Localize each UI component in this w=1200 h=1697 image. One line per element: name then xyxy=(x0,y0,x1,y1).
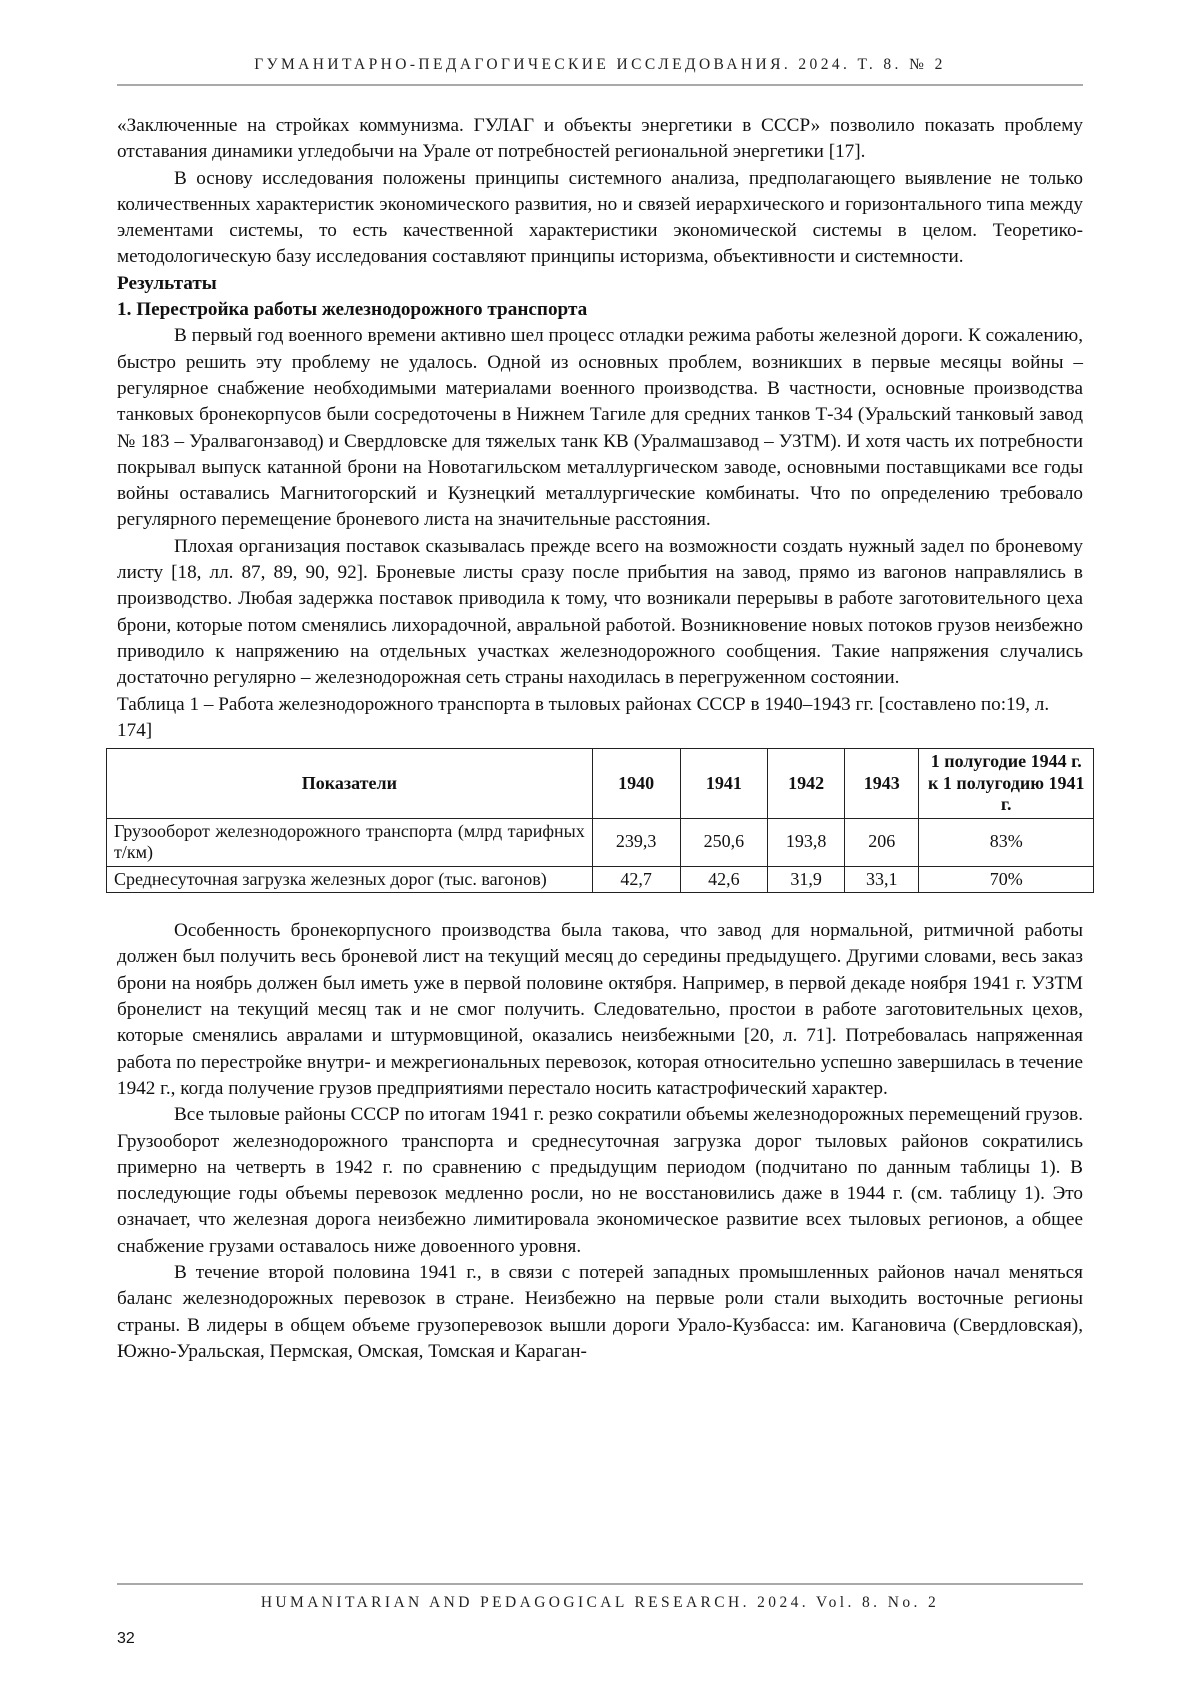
table-row xyxy=(107,818,1094,866)
table-caption: Таблица 1 – Работа железнодорожного транспорта в тыловых районах СССР в 1940–1943 гг. [составлено по:19, л. 174] xyxy=(117,692,1083,745)
table-row xyxy=(107,866,1094,893)
column-header: 1943 xyxy=(845,749,919,819)
column-header: 1 полугодие 1944 г. к 1 полугодию 1941 г. xyxy=(919,749,1094,819)
article-body xyxy=(117,113,1083,1365)
header-rule xyxy=(117,84,1083,86)
column-header: 1940 xyxy=(592,749,680,819)
row-label: Грузооборот железнодорожного транспорта (млрд тарифных т/км) xyxy=(107,818,593,866)
paragraph: Плохая организация поставок сказывалась прежде всего на возможности создать нужный задел по броневому листу [18, лл. 87, 89, 90, 92]. Броневые листы сразу после прибытия на завод, прямо из вагонов направлялись в производство. Любая задержка поставок приводила к тому, что возникали перерывы в работе заготовительного цеха брони, которые потом сменялись лихорадочной, авральной работой. Возникновение новых потоков грузов неизбежно приводило к напряжению на отдельных участках железнодорожного сообщения. Такие напряжения случались достаточно регулярно – железнодорожная сеть страны находилась в перегруженном состоянии. xyxy=(117,534,1083,692)
data-table xyxy=(106,748,1094,893)
running-footer: HUMANITARIAN AND PEDAGOGICAL RESEARCH. 2024. Vol. 8. No. 2 xyxy=(117,1594,1083,1612)
paragraph: Особенность бронекорпусного производства была такова, что завод для нормальной, ритмичной работы должен был получить весь броневой лист на текущий месяц до середины предыдущего. Другими словами, весь заказ брони на ноябрь должен был иметь уже в первой половине октября. Например, в первой декаде ноября 1941 г. УЗТМ бронелист на текущий месяц так и не смог получить. Следовательно, простои в работе заготовительных цехов, которые сменялись авралами и штурмовщиной, оказались неизбежными [20, л. 71]. Потребовалась напряженная работа по перестройке внутри- и межрегиональных перевозок, которая относительно успешно завершилась в течение 1942 г., когда получение грузов предприятиями перестало носить катастрофический характер. xyxy=(117,918,1083,1102)
table-cell: 31,9 xyxy=(768,866,845,893)
running-header: ГУМАНИТАРНО-ПЕДАГОГИЧЕСКИЕ ИССЛЕДОВАНИЯ. 2024. Т. 8. № 2 xyxy=(117,56,1083,74)
column-header: 1941 xyxy=(680,749,768,819)
column-header: Показатели xyxy=(107,749,593,819)
table-cell: 193,8 xyxy=(768,818,845,866)
table-cell: 70% xyxy=(919,866,1094,893)
paragraph: В основу исследования положены принципы системного анализа, предполагающего выявление не только количественных характеристик экономического развития, но и связей иерархического и горизонтального типа между элементами системы, то есть качественной характеристики экономической системы в целом. Теоретико-методологическую базу исследования составляют принципы историзма, объективности и системности. xyxy=(117,166,1083,271)
table-header-row xyxy=(107,749,1094,819)
section-title: 1. Перестройка работы железнодорожного транспорта xyxy=(117,297,1083,323)
column-header: 1942 xyxy=(768,749,845,819)
table-cell: 250,6 xyxy=(680,818,768,866)
row-label: Среднесуточная загрузка железных дорог (тыс. вагонов) xyxy=(107,866,593,893)
paragraph: Все тыловые районы СССР по итогам 1941 г. резко сократили объемы железнодорожных перемещений грузов. Грузооборот железнодорожного транспорта и среднесуточная загрузка дорог тыловых районов сократились примерно на четверть в 1942 г. по сравнению с предыдущим периодом (подчитано по данным таблицы 1). В последующие годы объемы перевозок медленно росли, но не восстановились даже в 1944 г. (см. таблицу 1). Это означает, что железная дорога неизбежно лимитировала экономическое развитие всех тыловых регионов, а общее снабжение грузами оставалось ниже довоенного уровня. xyxy=(117,1102,1083,1260)
table-cell: 206 xyxy=(845,818,919,866)
paragraph: «Заключенные на стройках коммунизма. ГУЛАГ и объекты энергетики в СССР» позволило показать проблему отставания динамики угледобычи на Урале от потребностей региональной энергетики [17]. xyxy=(117,113,1083,166)
table-cell: 42,7 xyxy=(592,866,680,893)
table-cell: 239,3 xyxy=(592,818,680,866)
results-heading: Результаты xyxy=(117,271,1083,297)
footer-rule xyxy=(117,1583,1083,1585)
table-cell: 83% xyxy=(919,818,1094,866)
table-cell: 42,6 xyxy=(680,866,768,893)
page-number: 32 xyxy=(117,1630,135,1648)
paragraph: В первый год военного времени активно шел процесс отладки режима работы железной дороги. К сожалению, быстро решить эту проблему не удалось. Одной из основных проблем, возникших в первые месяцы войны – регулярное снабжение необходимыми материалами военного производства. В частности, основные производства танковых бронекорпусов были сосредоточены в Нижнем Тагиле для средних танков Т-34 (Уральский танковый завод № 183 – Уралвагонзавод) и Свердловске для тяжелых танк КВ (Уралмашзавод – УЗТМ). И хотя часть их потребности покрывал выпуск катанной брони на Новотагильском металлургическом заводе, основными поставщиками все годы войны оставались Магнитогорский и Кузнецкий металлургические комбинаты. Что по определению требовало регулярного перемещение броневого листа на значительные расстояния. xyxy=(117,323,1083,533)
table-cell: 33,1 xyxy=(845,866,919,893)
paragraph: В течение второй половина 1941 г., в связи с потерей западных промышленных районов начал меняться баланс железнодорожных перевозок в стране. Неизбежно на первые роли стали выходить восточные регионы страны. В лидеры в общем объеме грузоперевозок вышли дороги Урало-Кузбасса: им. Кагановича (Свердловская), Южно-Уральская, Пермская, Омская, Томская и Караган- xyxy=(117,1260,1083,1365)
